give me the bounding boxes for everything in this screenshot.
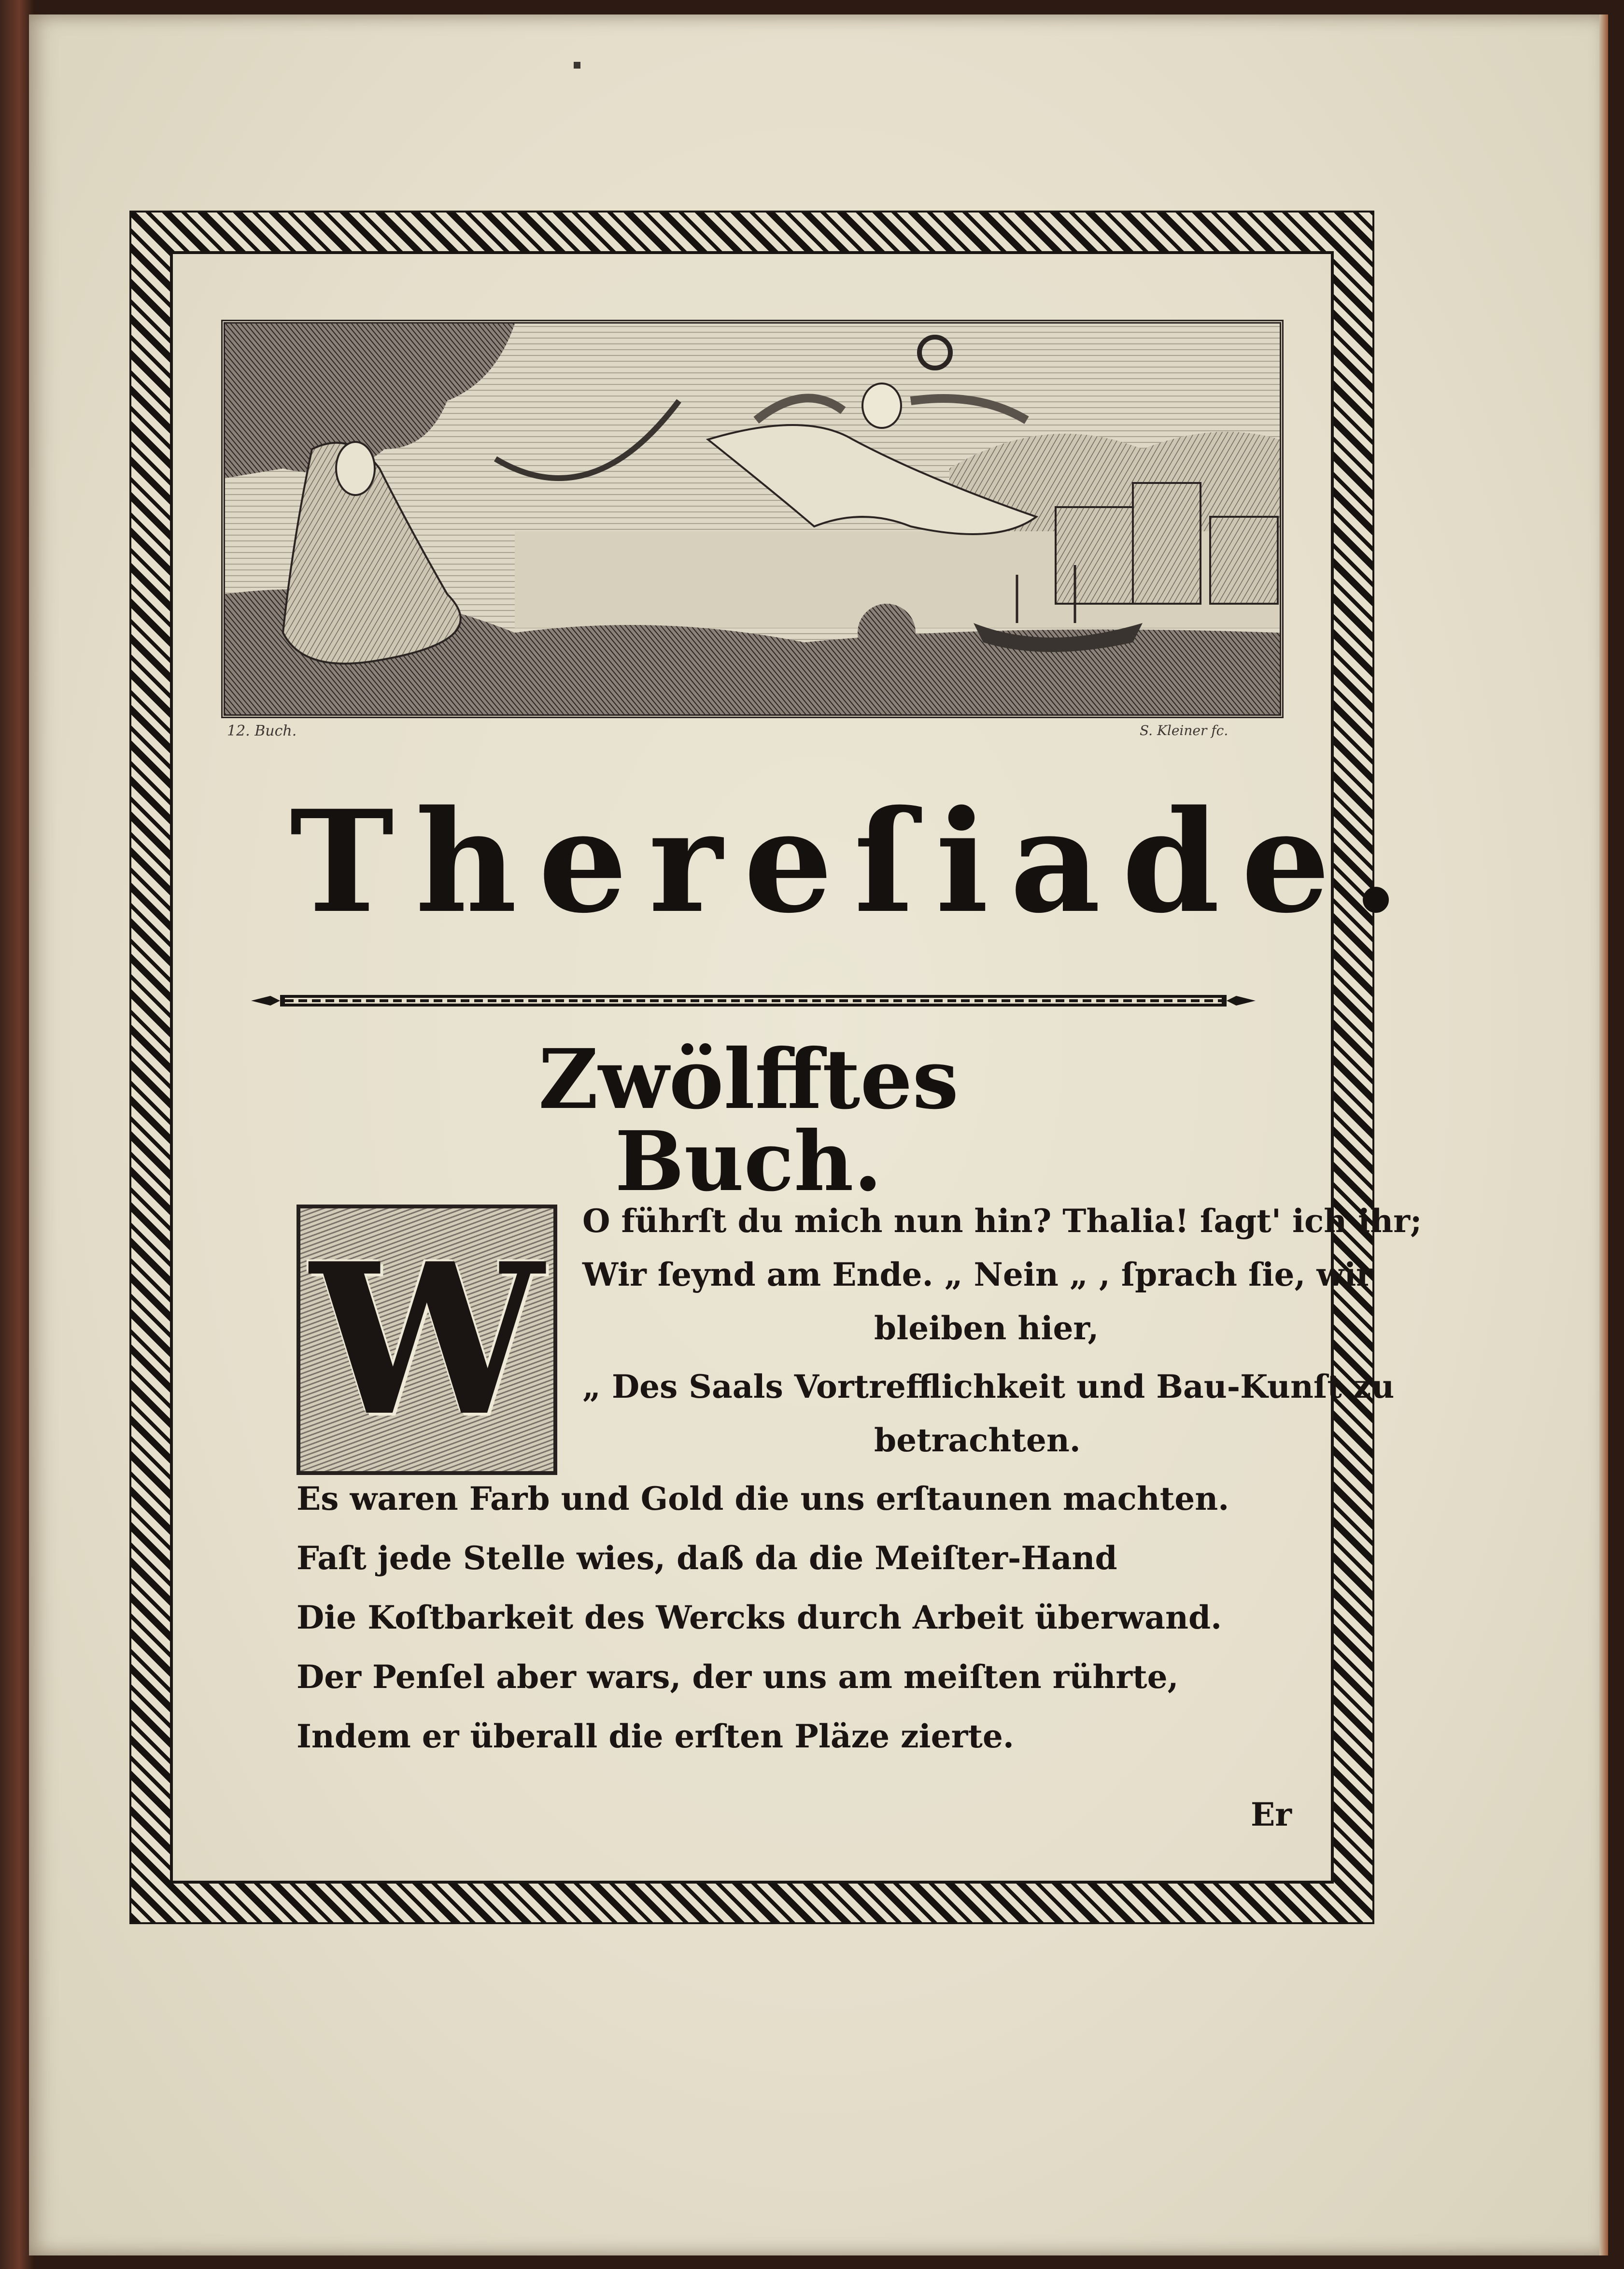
verse-line: Wir ſeynd am Ende. „ Nein „ , ſprach ſie, wir (582, 1256, 1373, 1293)
headpiece-engraving (221, 320, 1284, 718)
verse-line: O führſt du mich nun hin? Thalia! ſagt' ich ihr; (582, 1202, 1422, 1240)
engraving-illustration (225, 324, 1280, 714)
ink-mark (574, 62, 580, 69)
ornamental-divider (251, 993, 1256, 1008)
book-subtitle: Zwölfftes Buch. (538, 1031, 959, 1210)
book-title: Thereſiade. (290, 780, 1422, 944)
verse-line: Indem er überall die erſten Pläze zierte. (297, 1717, 1014, 1755)
verse-line: Die Koſtbarkeit des Wercks durch Arbeit überwand. (297, 1599, 1222, 1636)
page-edge (1599, 14, 1608, 2255)
verse-line: Der Penſel aber wars, der uns am meiſten rührte, (297, 1658, 1179, 1696)
decorated-initial (297, 1205, 557, 1475)
catchword: Er (1251, 1796, 1292, 1833)
verse-line: Faſt jede Stelle wies, daß da die Meiſter-Hand (297, 1539, 1117, 1577)
initial-letter: W (310, 1218, 544, 1462)
verse-line: Es waren Farb und Gold die uns erſtaunen machten. (297, 1480, 1229, 1517)
engraving-caption-right: S. Kleiner fc. (1140, 723, 1229, 738)
engraving-caption-left: 12. Buch. (227, 723, 297, 739)
verse-line: betrachten. (874, 1421, 1081, 1459)
verse-line: „ Des Saals Vortrefflichkeit und Bau-Kunſt zu (582, 1368, 1395, 1405)
verse-line: bleiben hier, (874, 1309, 1099, 1347)
